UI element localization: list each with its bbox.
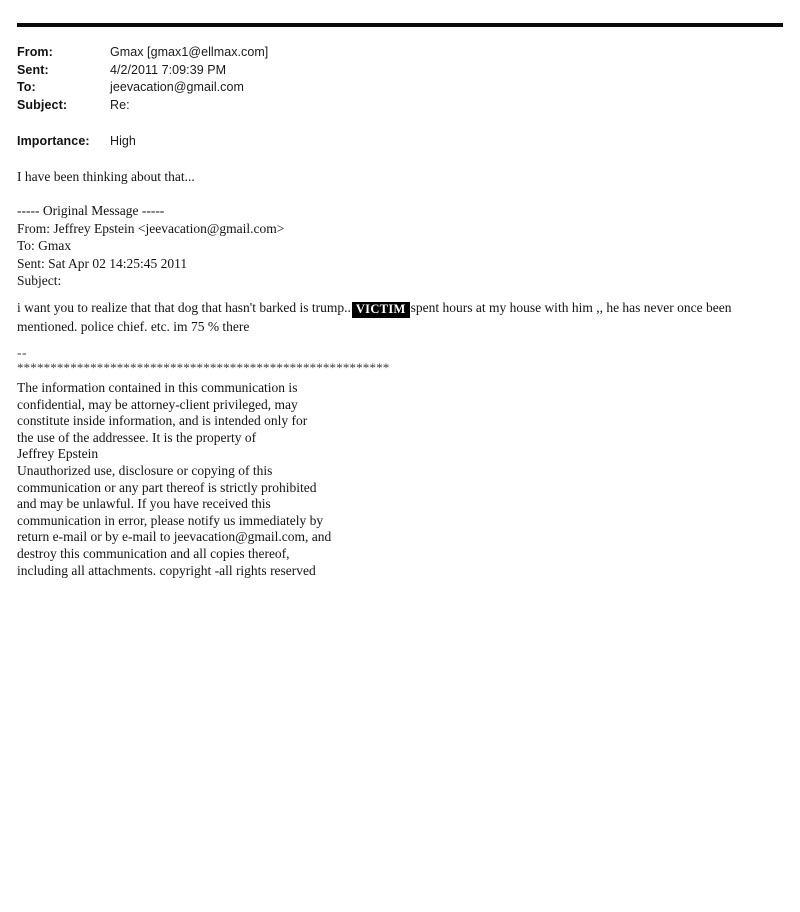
header-row-to [17,80,717,98]
header-label-from: From: [17,45,53,59]
redaction-box-victim: VICTIM [352,302,410,318]
disclaimer-line: return e-mail or by e-mail to jeevacation@gmail.com, and [17,529,332,545]
header-label-subject: Subject: [17,97,68,112]
original-message-from: From: Jeffrey Epstein <jeevacation@gmail.com> [17,220,285,236]
disclaimer-line: confidential, may be attorney-client privileged, may [17,396,298,412]
header-divider-rule [17,23,783,27]
header-row-subject [17,98,717,116]
disclaimer-line: constitute inside information, and is intended only for [17,413,308,429]
header-value-subject: Re: [110,97,130,112]
reply-text: I have been thinking about that... [17,169,195,184]
header-value-importance: High [110,134,136,148]
header-value-sent: 4/2/2011 7:09:39 PM [110,62,227,77]
disclaimer-line: communication or any part thereof is strictly prohibited [17,479,317,495]
header-label-to: To: [17,80,36,94]
message-text-before-redaction: i want you to realize that that dog that hasn't barked is trump.. [17,300,351,315]
message-text-after-redaction: spent hours at my house with him ,, he has never once been [410,300,732,315]
header-value-from: Gmax [gmax1@ellmax.com] [110,45,269,59]
email-header-fields [17,45,717,115]
original-message-subject: Subject: [17,273,62,289]
disclaimer-line: the use of the addressee. It is the property of [17,429,257,445]
header-row-importance [17,134,717,148]
disclaimer-line: Unauthorized use, disclosure or copying of this [17,462,273,478]
message-body-line-1 [17,299,777,318]
header-label-importance: Importance: [17,134,90,148]
header-row-from [17,45,717,63]
disclaimer-line: destroy this communication and all copies thereof, [17,545,290,561]
header-value-to: jeevacation@gmail.com [110,80,244,94]
disclaimer-line: The information contained in this communication is [17,380,298,395]
disclaimer-line: including all attachments. copyright -all rights reserved [17,562,316,578]
confidentiality-disclaimer [17,380,537,579]
header-label-sent: Sent: [17,62,49,77]
original-message-to: To: Gmax [17,238,72,254]
message-body-line-2: mentioned. police chief. etc. im 75 % there [17,318,250,334]
original-message-divider: ----- Original Message ----- [17,203,165,218]
original-message-block [17,202,284,290]
header-row-sent [17,63,717,81]
signature-asterisk-separator: ******************************************************** [17,360,390,375]
disclaimer-line: and may be unlawful. If you have received this [17,496,271,512]
signature-dashes: -- [17,345,27,360]
message-body [17,299,777,335]
disclaimer-line: Jeffrey Epstein [17,446,99,462]
disclaimer-line: communication in error, please notify us immediately by [17,512,324,528]
original-message-sent: Sent: Sat Apr 02 14:25:45 2011 [17,255,188,271]
